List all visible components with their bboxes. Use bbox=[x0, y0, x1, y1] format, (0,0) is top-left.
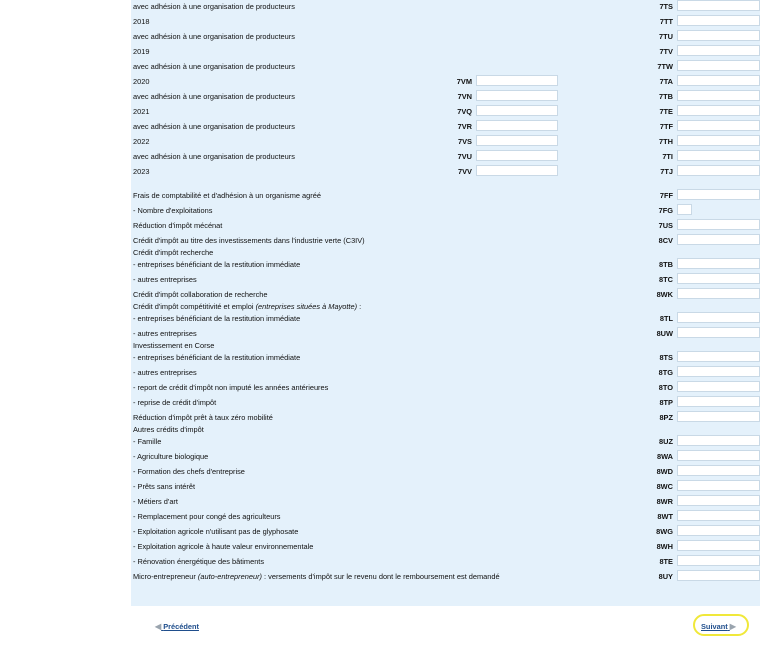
amount-input[interactable] bbox=[677, 381, 760, 392]
row-label: - entreprises bénéficiant de la restitution immédiate bbox=[133, 353, 301, 362]
box-code: 7VM bbox=[456, 77, 472, 86]
amount-input[interactable] bbox=[677, 165, 760, 176]
amount-input[interactable] bbox=[677, 15, 760, 26]
box-code: 7VS bbox=[458, 137, 472, 146]
box-code: 8WR bbox=[656, 497, 673, 506]
amount-input[interactable] bbox=[476, 120, 558, 131]
form-row bbox=[131, 204, 760, 217]
amount-input[interactable] bbox=[677, 135, 760, 146]
form-row bbox=[131, 90, 760, 103]
amount-input[interactable] bbox=[677, 351, 760, 362]
form-row bbox=[131, 435, 760, 448]
amount-input[interactable] bbox=[677, 411, 760, 422]
amount-input[interactable] bbox=[476, 105, 558, 116]
row-label: - autres entreprises bbox=[133, 275, 197, 284]
row-label: - Exploitation agricole à haute valeur environnementale bbox=[133, 542, 314, 551]
row-label: Réduction d'impôt mécénat bbox=[133, 221, 223, 230]
row-label: - Formation des chefs d'entreprise bbox=[133, 467, 245, 476]
amount-input[interactable] bbox=[677, 273, 760, 284]
amount-input[interactable] bbox=[677, 204, 692, 215]
form-row bbox=[131, 570, 760, 583]
row-label: avec adhésion à une organisation de producteurs bbox=[133, 2, 295, 11]
previous-button-label: Précédent bbox=[163, 622, 199, 631]
amount-input[interactable] bbox=[677, 258, 760, 269]
amount-input[interactable] bbox=[677, 570, 760, 581]
form-row bbox=[131, 351, 760, 364]
previous-button[interactable] bbox=[155, 620, 199, 633]
form-row bbox=[131, 75, 760, 88]
row-label: - reprise de crédit d'impôt bbox=[133, 398, 217, 407]
arrow-left-icon: ◀ bbox=[155, 622, 162, 631]
box-code: 7TV bbox=[659, 47, 673, 56]
amount-input[interactable] bbox=[476, 165, 558, 176]
box-code: 7VQ bbox=[457, 107, 472, 116]
row-label: - Prêts sans intérêt bbox=[133, 482, 196, 491]
box-code: 8TG bbox=[658, 368, 673, 377]
amount-input[interactable] bbox=[677, 495, 760, 506]
arrow-right-icon: ▶ bbox=[729, 622, 736, 631]
row-label: - Rénovation énergétique des bâtiments bbox=[133, 557, 265, 566]
box-code: 7TT bbox=[659, 17, 673, 26]
row-label: avec adhésion à une organisation de producteurs bbox=[133, 152, 295, 161]
box-code: 8PZ bbox=[659, 413, 673, 422]
box-code: 8TC bbox=[659, 275, 673, 284]
box-code: 7TJ bbox=[660, 167, 673, 176]
box-code: 8UZ bbox=[659, 437, 673, 446]
box-code: 8WK bbox=[656, 290, 673, 299]
row-label: Investissement en Corse bbox=[133, 341, 215, 350]
box-code: 8WD bbox=[656, 467, 673, 476]
box-code: 7VU bbox=[457, 152, 472, 161]
amount-input[interactable] bbox=[677, 189, 760, 200]
amount-input[interactable] bbox=[677, 435, 760, 446]
row-label: Frais de comptabilité et d'adhésion à un organisme agréé bbox=[133, 191, 321, 200]
row-label: Micro-entrepreneur (auto-entrepreneur) : versements d'impôt sur le revenu dont le remboursement est demandé bbox=[133, 572, 500, 581]
box-code: 8WT bbox=[657, 512, 673, 521]
box-code: 7FG bbox=[658, 206, 673, 215]
form-row bbox=[131, 0, 760, 13]
row-label: avec adhésion à une organisation de producteurs bbox=[133, 62, 295, 71]
row-label: - Famille bbox=[133, 437, 162, 446]
box-code: 8WC bbox=[656, 482, 673, 491]
form-row bbox=[131, 366, 760, 379]
amount-input[interactable] bbox=[677, 555, 760, 566]
amount-input[interactable] bbox=[677, 510, 760, 521]
next-button-label: Suivant bbox=[701, 622, 728, 631]
amount-input[interactable] bbox=[677, 75, 760, 86]
box-code: 8WG bbox=[656, 527, 673, 536]
row-label: avec adhésion à une organisation de producteurs bbox=[133, 122, 295, 131]
amount-input[interactable] bbox=[677, 60, 760, 71]
amount-input[interactable] bbox=[677, 90, 760, 101]
box-code: 7TB bbox=[659, 92, 673, 101]
form-row bbox=[131, 60, 760, 73]
box-code: 7VV bbox=[458, 167, 472, 176]
box-code: 8UY bbox=[658, 572, 673, 581]
box-code: 7FF bbox=[659, 191, 673, 200]
amount-input[interactable] bbox=[476, 90, 558, 101]
amount-input[interactable] bbox=[677, 327, 760, 338]
form-panel bbox=[131, 0, 760, 606]
amount-input[interactable] bbox=[677, 480, 760, 491]
amount-input[interactable] bbox=[677, 525, 760, 536]
amount-input[interactable] bbox=[677, 234, 760, 245]
form-row bbox=[131, 273, 760, 286]
amount-input[interactable] bbox=[677, 0, 760, 11]
box-code: 7TI bbox=[662, 152, 673, 161]
form-row bbox=[131, 396, 760, 409]
form-row bbox=[131, 219, 760, 232]
box-code: 7TE bbox=[659, 107, 673, 116]
box-code: 7VR bbox=[457, 122, 472, 131]
row-label: Crédit d'impôt au titre des investissements dans l'industrie verte (C3IV) bbox=[133, 236, 365, 245]
box-code: 8WH bbox=[656, 542, 673, 551]
box-code: 7TW bbox=[657, 62, 673, 71]
row-label: 2021 bbox=[133, 107, 150, 116]
box-code: 7TH bbox=[659, 137, 673, 146]
row-label: Crédit d'impôt recherche bbox=[133, 248, 214, 257]
amount-input[interactable] bbox=[677, 105, 760, 116]
row-label: 2019 bbox=[133, 47, 150, 56]
amount-input[interactable] bbox=[476, 135, 558, 146]
row-label: Crédit d'impôt collaboration de recherche bbox=[133, 290, 268, 299]
row-label: - Agriculture biologique bbox=[133, 452, 209, 461]
form-row bbox=[131, 465, 760, 478]
form-row bbox=[131, 135, 760, 148]
amount-input[interactable] bbox=[677, 312, 760, 323]
box-code: 7TA bbox=[659, 77, 673, 86]
box-code: 8TE bbox=[659, 557, 673, 566]
form-row bbox=[131, 15, 760, 28]
form-row bbox=[131, 258, 760, 271]
row-label: - report de crédit d'impôt non imputé les années antérieures bbox=[133, 383, 329, 392]
form-row bbox=[131, 105, 760, 118]
box-code: 7TF bbox=[659, 122, 673, 131]
form-row bbox=[131, 120, 760, 133]
amount-input[interactable] bbox=[677, 366, 760, 377]
box-code: 8TS bbox=[659, 353, 673, 362]
row-label: Crédit d'impôt compétitivité et emploi (entreprises situées à Mayotte) : bbox=[133, 302, 362, 311]
form-row bbox=[131, 30, 760, 43]
row-label: - Métiers d'art bbox=[133, 497, 178, 506]
box-code: 8TL bbox=[659, 314, 673, 323]
box-code: 8TB bbox=[659, 260, 673, 269]
row-label: 2022 bbox=[133, 137, 150, 146]
form-row bbox=[131, 450, 760, 463]
amount-input[interactable] bbox=[677, 450, 760, 461]
form-row bbox=[131, 150, 760, 163]
row-label: avec adhésion à une organisation de producteurs bbox=[133, 92, 295, 101]
form-row bbox=[131, 495, 760, 508]
row-label: - entreprises bénéficiant de la restitution immédiate bbox=[133, 314, 301, 323]
row-label: - entreprises bénéficiant de la restitution immédiate bbox=[133, 260, 301, 269]
box-code: 8TO bbox=[658, 383, 673, 392]
amount-input[interactable] bbox=[476, 150, 558, 161]
form-row bbox=[131, 510, 760, 523]
row-label: avec adhésion à une organisation de producteurs bbox=[133, 32, 295, 41]
box-code: 7TS bbox=[659, 2, 673, 11]
box-code: 8TP bbox=[659, 398, 673, 407]
row-label: - autres entreprises bbox=[133, 368, 197, 377]
form-row bbox=[131, 480, 760, 493]
form-row bbox=[131, 165, 760, 178]
box-code: 8CV bbox=[658, 236, 673, 245]
row-label: Autres crédits d'impôt bbox=[133, 425, 204, 434]
amount-input[interactable] bbox=[677, 219, 760, 230]
row-label: 2020 bbox=[133, 77, 150, 86]
row-label: 2018 bbox=[133, 17, 150, 26]
amount-input[interactable] bbox=[677, 540, 760, 551]
form-row bbox=[131, 381, 760, 394]
row-label: - autres entreprises bbox=[133, 329, 197, 338]
row-label: - Nombre d'exploitations bbox=[133, 206, 213, 215]
form-row bbox=[131, 555, 760, 568]
amount-input[interactable] bbox=[677, 288, 760, 299]
row-label: - Exploitation agricole n'utilisant pas de glyphosate bbox=[133, 527, 299, 536]
amount-input[interactable] bbox=[677, 465, 760, 476]
form-row bbox=[131, 189, 760, 202]
amount-input[interactable] bbox=[677, 150, 760, 161]
box-code: 7VN bbox=[457, 92, 472, 101]
next-button[interactable] bbox=[701, 620, 736, 633]
amount-input[interactable] bbox=[677, 45, 760, 56]
row-label: 2023 bbox=[133, 167, 150, 176]
row-label: - Remplacement pour congé des agriculteurs bbox=[133, 512, 281, 521]
box-code: 7US bbox=[658, 221, 673, 230]
form-row bbox=[131, 312, 760, 325]
box-code: 8UW bbox=[656, 329, 673, 338]
form-row bbox=[131, 525, 760, 538]
box-code: 8WA bbox=[656, 452, 673, 461]
form-row bbox=[131, 540, 760, 553]
amount-input[interactable] bbox=[677, 120, 760, 131]
form-row bbox=[131, 45, 760, 58]
row-label: Réduction d'impôt prêt à taux zéro mobilité bbox=[133, 413, 273, 422]
amount-input[interactable] bbox=[476, 75, 558, 86]
amount-input[interactable] bbox=[677, 396, 760, 407]
amount-input[interactable] bbox=[677, 30, 760, 41]
box-code: 7TU bbox=[659, 32, 673, 41]
